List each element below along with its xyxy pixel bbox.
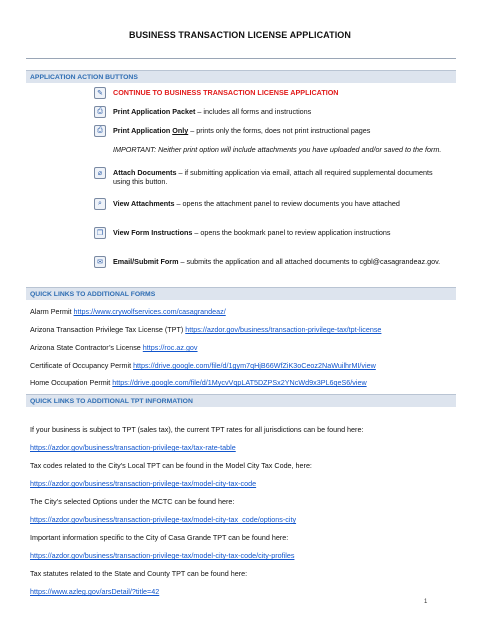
form-link-row: Home Occupation Permit https://drive.google.com/file/d/1MycvVqpLAT5DZPSx2YNcWd9x3PL6qeS6/view [30,378,367,387]
tpt-info-text: Tax codes related to the City’s Local TPT can be found in the Model City Tax Code, here: [30,461,312,470]
form-link-row: Arizona Transaction Privilege Tax License (TPT) https://azdor.gov/business/transaction-privilege-tax/tpt-license [30,325,382,334]
print-only-button[interactable]: Print Application Only [113,126,189,135]
contractor-license-link[interactable]: https://roc.az.gov [142,343,198,352]
city-profiles-link[interactable]: https://azdor.gov/business/transaction-privilege-tax/model-city-tax-code/city-profiles [30,551,295,560]
view-instructions-desc: – opens the bookmark panel to review application instructions [192,228,391,237]
printer-icon[interactable]: ⎙ [94,125,106,137]
section-header-tpt: QUICK LINKS TO ADDITIONAL TPT INFORMATION [26,394,456,407]
tpt-info-text: The City’s selected Options under the MCTC can be found here: [30,497,235,506]
tpt-info-text: If your business is subject to TPT (sales tax), the current TPT rates for all jurisdictions can be found here: [30,425,364,434]
page-title: BUSINESS TRANSACTION LICENSE APPLICATION [128,30,351,40]
alarm-permit-link[interactable]: https://www.crywolfservices.com/casagrandeaz/ [73,307,226,316]
view-attachments-row [94,198,444,210]
title-rule [26,58,456,59]
print-packet-button[interactable]: Print Application Packet [113,107,196,116]
bookmark-icon[interactable]: ❐ [94,227,106,239]
email-submit-desc: – submits the application and all attached documents to cgbl@casagrandeaz.gov. [178,257,441,266]
print-only-desc: – prints only the forms, does not print instructional pages [188,126,371,135]
tpt-info-text: Important information specific to the City of Casa Grande TPT can be found here: [30,533,289,542]
paperclip-icon[interactable]: ⌀ [94,167,106,179]
envelope-icon[interactable]: ✉ [94,256,106,268]
form-link-row: Alarm Permit https://www.crywolfservices.com/casagrandeaz/ [30,307,226,316]
magnifier-icon[interactable]: ⌕ [94,198,106,210]
view-instructions-row [94,227,444,239]
page-number: 1 [424,599,428,605]
attach-desc: – if submitting application via email, attach all required supplemental documents using this button. [113,168,433,187]
print-only-row [94,125,444,137]
print-packet-desc: – includes all forms and instructions [195,107,312,116]
model-city-tax-code-link[interactable]: https://azdor.gov/business/transaction-privilege-tax/model-city-tax-code [30,479,257,488]
email-submit-row [94,256,444,278]
print-packet-row [94,106,444,118]
email-submit-button[interactable]: Email/Submit Form [113,257,179,266]
options-city-link[interactable]: https://azdor.gov/business/transaction-privilege-tax/model-city-tax_code/options-city [30,515,297,524]
attach-row [94,167,444,189]
form-link-row: Arizona State Contractor’s License https://roc.az.gov [30,343,198,352]
printer-icon[interactable]: ⎙ [94,106,106,118]
pencil-edit-icon[interactable]: ✎ [94,87,106,99]
tpt-rate-table-link[interactable]: https://azdor.gov/business/transaction-privilege-tax/tax-rate-table [30,443,236,452]
form-link-row: Certificate of Occupancy Permit https://drive.google.com/file/d/1gym7qHjB66WfZiK3oCeoz2NaWuilhrMI/view [30,361,376,370]
attach-documents-button[interactable]: Attach Documents [113,168,177,177]
print-important-note: IMPORTANT: Neither print option will include attachments you have uploaded and/or saved to the form. [113,145,442,154]
view-instructions-button[interactable]: View Form Instructions [113,228,193,237]
occupancy-permit-link[interactable]: https://drive.google.com/file/d/1gym7qHjB66WfZiK3oCeoz2NaWuilhrMI/view [133,361,376,370]
continue-row [94,87,444,99]
view-attachments-desc: – opens the attachment panel to review documents you have attached [174,199,400,208]
section-header-action-buttons: APPLICATION ACTION BUTTONS [26,70,456,83]
tpt-info-text: Tax statutes related to the State and County TPT can be found here: [30,569,248,578]
section-header-forms: QUICK LINKS TO ADDITIONAL FORMS [26,287,456,300]
home-occupation-link[interactable]: https://drive.google.com/file/d/1MycvVqpLAT5DZPSx2YNcWd9x3PL6qeS6/view [112,378,367,387]
continue-button[interactable]: CONTINUE TO BUSINESS TRANSACTION LICENSE APPLICATION [113,88,339,97]
tpt-license-link[interactable]: https://azdor.gov/business/transaction-privilege-tax/tpt-license [185,325,382,334]
view-attachments-button[interactable]: View Attachments [113,199,175,208]
azleg-statutes-link[interactable]: https://www.azleg.gov/arsDetail/?title=42 [30,587,160,596]
